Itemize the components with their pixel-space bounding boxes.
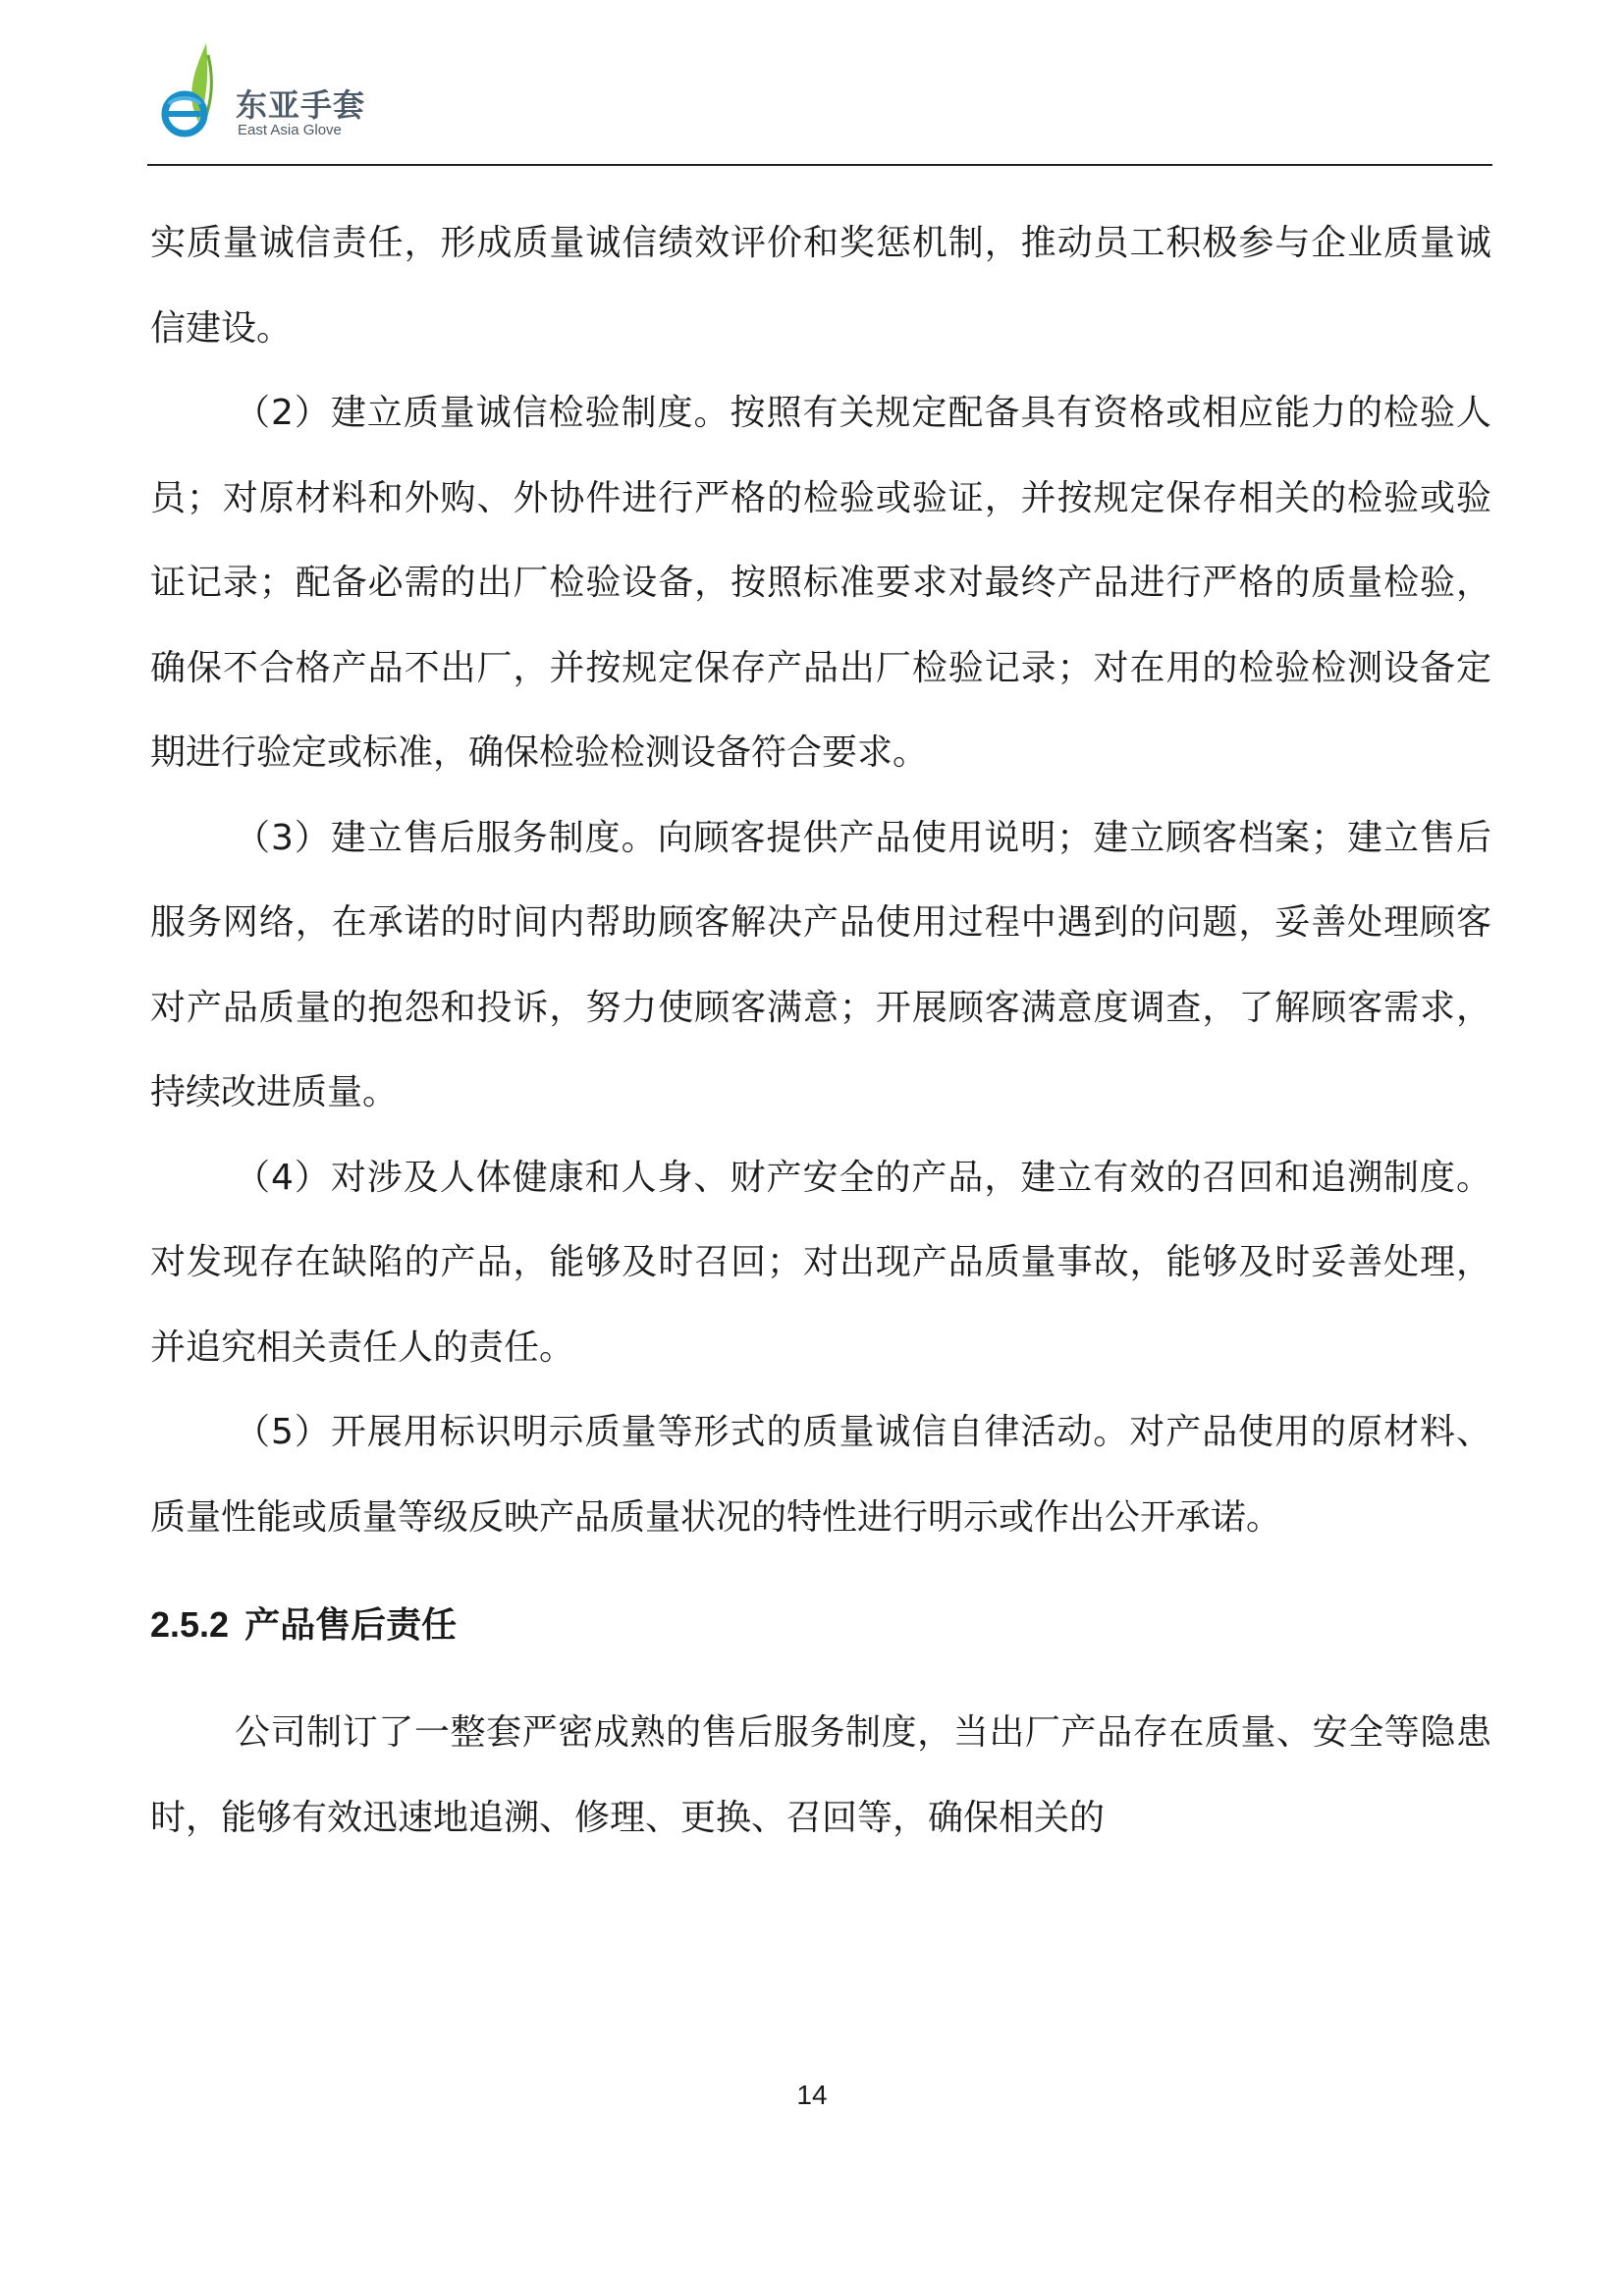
logo-chinese-name: 东亚手套 xyxy=(236,86,366,124)
body-paragraph-3: （3）建立售后服务制度。向顾客提供产品使用说明；建立顾客档案；建立售后服务网络，在承诺的时间内帮助顾客解决产品使用过程中遇到的问题，妥善处理顾客对产品质量的抱怨和投诉，努力使顾客满意；开展顾客满意度调查，了解顾客需求，持续改进质量。 xyxy=(150,817,1491,1112)
company-logo xyxy=(155,41,401,159)
logo-english-name: East Asia Glove xyxy=(238,122,342,138)
body-paragraph-4: （4）对涉及人体健康和人身、财产安全的产品，建立有效的召回和追溯制度。对发现存在缺陷的产品，能够及时召回；对出现产品质量事故，能够及时妥善处理，并追究相关责任人的责任。 xyxy=(150,1157,1491,1368)
body-paragraph-2: （2）建立质量诚信检验制度。按照有关规定配备具有资格或相应能力的检验人员；对原材料和外购、外协件进行严格的检验或验证，并按规定保存相关的检验或验证记录；配备必需的出厂检验设备，按照标准要求对最终产品进行严格的质量检验，确保不合格产品不出厂，并按规定保存产品出厂检验记录；对在用的检验检测设备定期进行验定或标准，确保检验检测设备符合要求。 xyxy=(150,393,1491,773)
section-number: 2.5.2 xyxy=(150,1604,230,1645)
section-paragraph: 公司制订了一整套严密成熟的售后服务制度，当出厂产品存在质量、安全等隐患时，能够有效迅速地追溯、修理、更换、召回等，确保相关的 xyxy=(150,1712,1491,1838)
page-number: 14 xyxy=(796,2080,828,2110)
document-body xyxy=(150,201,1491,1861)
header-divider xyxy=(147,164,1492,166)
body-paragraph-1: 实质量诚信责任，形成质量诚信绩效评价和奖惩机制，推动员工积极参与企业质量诚信建设。 xyxy=(150,223,1491,349)
body-paragraph-5: （5）开展用标识明示质量等形式的质量诚信自律活动。对产品使用的原材料、质量性能或质量等级反映产品质量状况的特性进行明示或作出公开承诺。 xyxy=(150,1412,1491,1538)
page-header xyxy=(147,35,1492,163)
logo-leaf-icon xyxy=(155,41,234,149)
section-title: 产品售后责任 xyxy=(244,1605,458,1646)
section-heading xyxy=(150,1576,1491,1675)
